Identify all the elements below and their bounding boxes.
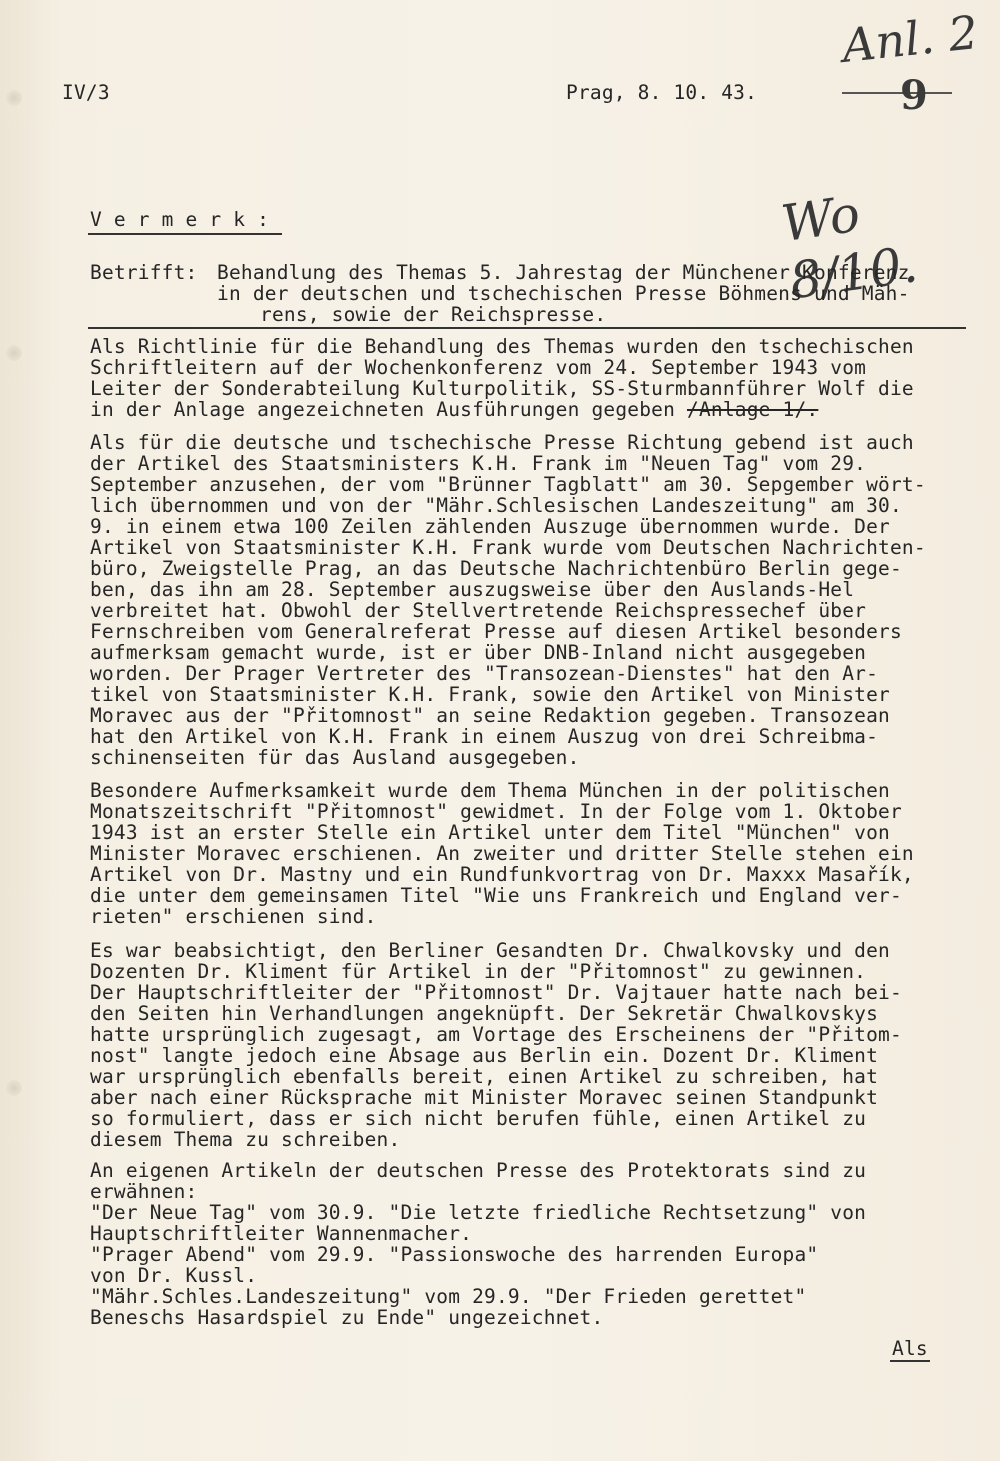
text-line: Moravec aus der "Přitomnost" an seine Redaktion gegeben. Transozean [90,704,890,727]
punch-hole [6,345,22,361]
paragraph-pritomnost [90,780,975,927]
text-line: lich übernommen und von der "Mähr.Schlesischen Landeszeitung" am 30. [90,494,902,517]
handwritten-initials: Wo 8/10. [777,184,922,311]
text-line: Besondere Aufmerksamkeit wurde dem Thema München in der politischen [90,779,890,802]
paragraph-guidelines [90,336,975,420]
text-line: aber nach einer Rücksprache mit Minister Moravec seinen Standpunkt [90,1086,879,1109]
catchword: Als [892,1337,928,1360]
punch-hole [6,1080,22,1096]
text-line: Monatszeitschrift "Přitomnost" gewidmet. In der Folge vom 1. Oktober [90,800,902,823]
reference-number: IV/3 [62,81,110,104]
title-underline [88,233,282,235]
text-line: verbreitet hat. Obwohl der Stellvertretende Reichspressechef über [90,599,867,622]
subject-label: Betrifft: [90,261,198,284]
punch-hole [6,90,22,106]
place-date: Prag, 8. 10. 43. [566,81,758,104]
text-line-start: in der Anlage angezeichneten Ausführungen gegeben [90,398,676,421]
text-line: rieten" erschienen sind. [90,905,377,928]
text-line: so formuliert, dass er sich nicht berufen fühle, einen Artikel zu [90,1107,867,1130]
text-line: September anzusehen, der vom "Brünner Tagblatt" am 30. Sepgember wört- [90,473,926,496]
subject-line: rens, sowie der Reichspresse. [260,303,607,326]
text-line: "Der Neue Tag" vom 30.9. "Die letzte friedliche Rechtsetzung" von [90,1201,867,1224]
handwritten-annotation: Anl. 2 [839,5,981,73]
text-line: Fernschreiben vom Generalreferat Presse auf diesen Artikel besonders [90,620,902,643]
paragraph-frank-article [90,432,975,768]
text-line: büro, Zweigstelle Prag, an das Deutsche Nachrichtenbüro Berlin gege- [90,557,902,580]
subject-line: in der deutschen und tschechischen Presse Böhmens und Mäh- [217,282,910,305]
text-line: An eigenen Artikeln der deutschen Presse des Protektorats sind zu [90,1159,867,1182]
text-line: diesem Thema zu schreiben. [90,1128,401,1151]
page-number: 9 [900,72,928,119]
page-title: V e r m e r k : [90,208,270,231]
text-line: Artikel von Staatsminister K.H. Frank wurde vom Deutschen Nachrichten- [90,536,926,559]
struck-annex-reference: /Anlage 1/. [687,398,819,421]
text-line: "Mähr.Schles.Landeszeitung" vom 29.9. "Der Frieden gerettet" [90,1285,807,1308]
text-line: schinenseiten für das Ausland ausgegeben. [90,746,580,769]
paragraph-chwalkovsky [90,940,975,1150]
text-line: erwähnen: [90,1180,198,1203]
text-line: tikel von Staatsminister K.H. Frank, sowie den Artikel von Minister [90,683,890,706]
catchword-underline [890,1360,930,1362]
paragraph-own-articles [90,1160,975,1328]
text-line: Als für die deutsche und tschechische Presse Richtung gebend ist auch [90,431,914,454]
text-line: Artikel von Dr. Mastny und ein Rundfunkvortrag von Dr. Maxxx Masařík, [90,863,914,886]
text-line: aufmerksam gemacht wurde, ist er über DNB-Inland nicht ausgegeben [90,641,867,664]
text-line: den Seiten hin Verhandlungen angeknüpft. Der Sekretär Chwalkovskys [90,1002,879,1025]
text-line: worden. Der Prager Vertreter des "Transozean-Dienstes" hat den Ar- [90,662,879,685]
text-line [90,399,975,420]
text-line: hat den Artikel von K.H. Frank in einem Auszug von drei Schreibma- [90,725,879,748]
bleed-through-text [520,70,543,112]
text-line: Hauptschriftleiter Wannenmacher. [90,1222,473,1245]
page-number-rule [842,92,952,94]
text-line: 9. in einem etwa 100 Zeilen zählenden Auszuge übernommen wurde. Der [90,515,890,538]
text-line: war ursprünglich ebenfalls bereit, einen Artikel zu schreiben, hat [90,1065,879,1088]
text-line: hatte ursprünglich zugesagt, am Vortage des Erscheinens der "Přitom- [90,1023,902,1046]
text-line: ben, das ihn am 28. September auszugsweise über den Auslands-Hel [90,578,855,601]
text-line: Schriftleitern auf der Wochenkonferenz vom 24. September 1943 vom [90,356,867,379]
text-line: der Artikel des Staatsministers K.H. Frank im "Neuen Tag" vom 29. [90,452,867,475]
text-line: 1943 ist an erster Stelle ein Artikel unter dem Titel "München" von [90,821,890,844]
text-line: Der Hauptschriftleiter der "Přitomnost" Dr. Vajtauer hatte nach bei- [90,981,902,1004]
text-line: Als Richtlinie für die Behandlung des Themas wurden den tschechischen [90,335,914,358]
text-line: "Prager Abend" vom 29.9. "Passionswoche des harrenden Europa" [90,1243,819,1266]
text-line: Beneschs Hasardspiel zu Ende" ungezeichnet. [90,1306,604,1329]
text-line: die unter dem gemeinsamen Titel "Wie uns Frankreich und England ver- [90,884,902,907]
text-line: Leiter der Sonderabteilung Kulturpolitik, SS-Sturmbannführer Wolf die [90,377,914,400]
text-line: nost" langte jedoch eine Absage aus Berlin ein. Dozent Dr. Kliment [90,1044,879,1067]
subject-underline [88,327,966,329]
text-line: Dozenten Dr. Kliment für Artikel in der "Přitomnost" zu gewinnen. [90,960,867,983]
text-line: Es war beabsichtigt, den Berliner Gesandten Dr. Chwalkovsky und den [90,939,890,962]
subject-line: Behandlung des Themas 5. Jahrestag der Münchener Konferenz [217,261,910,284]
text-line: von Dr. Kussl. [90,1264,258,1287]
text-line: Minister Moravec erschienen. An zweiter und dritter Stelle stehen ein [90,842,914,865]
